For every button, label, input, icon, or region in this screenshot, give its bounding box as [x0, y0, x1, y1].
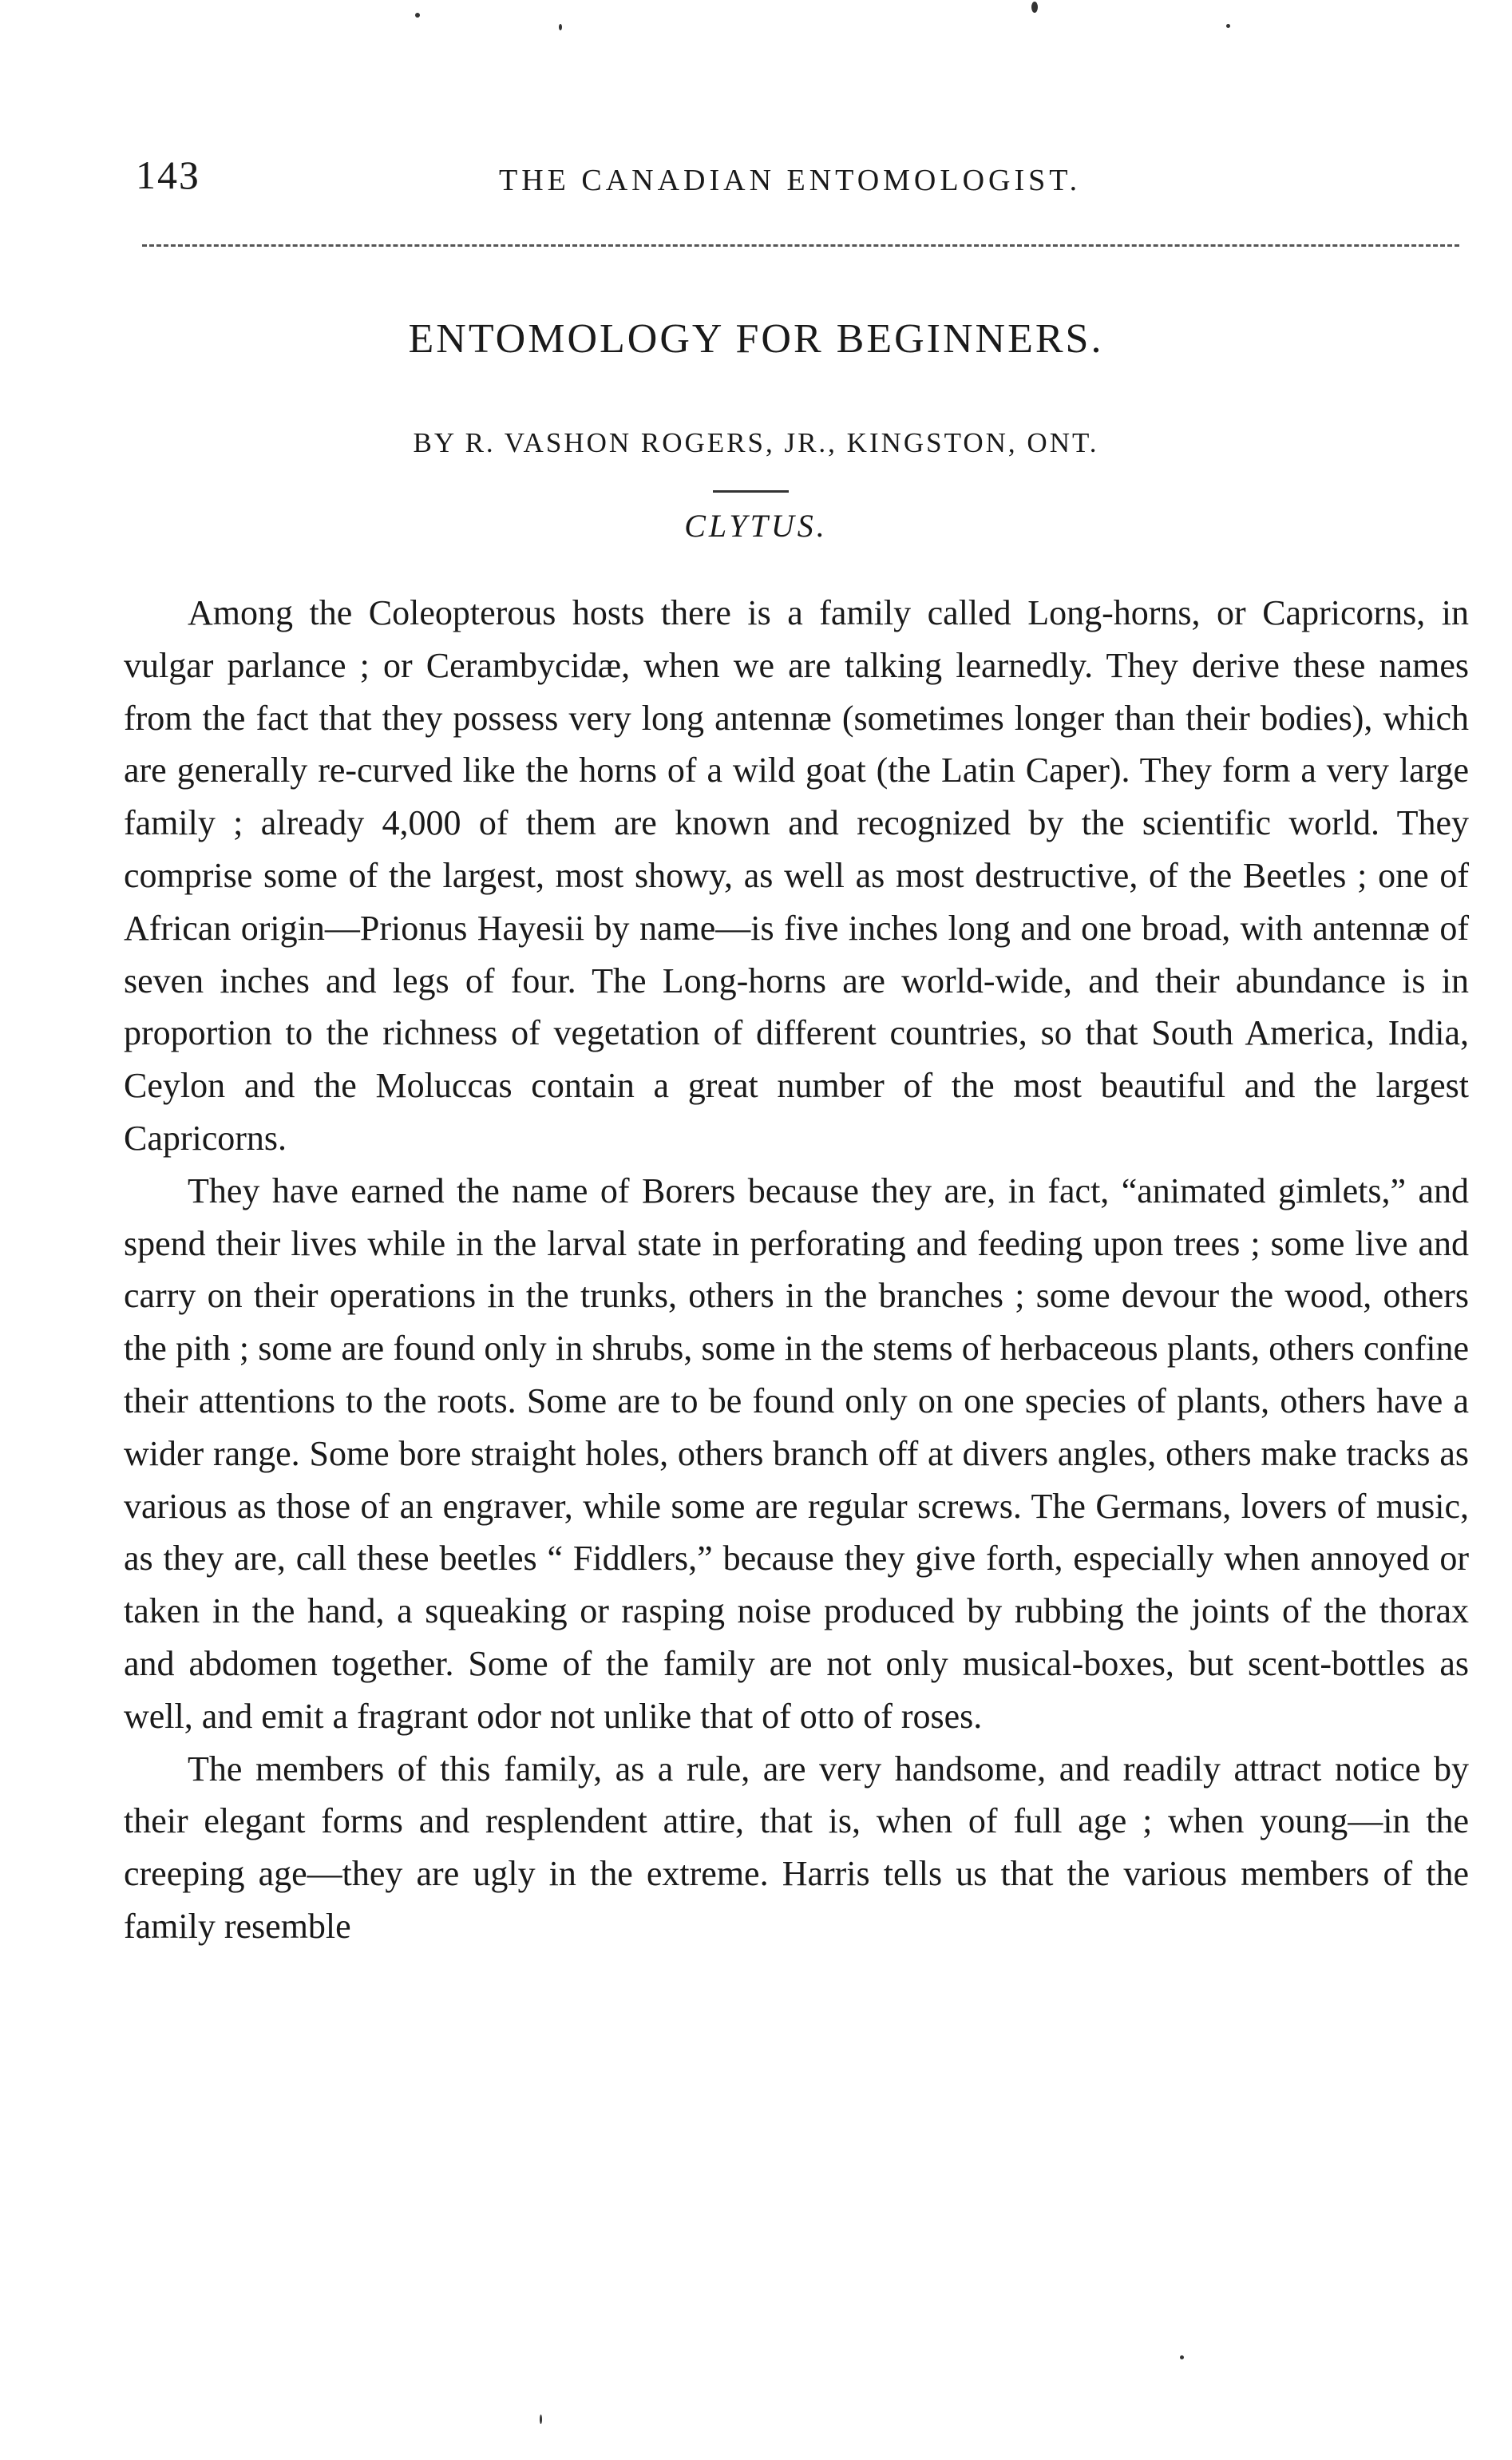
print-speck [1180, 2355, 1184, 2359]
paragraph: They have earned the name of Borers because they are, in fact, “animated gimlets,” and spend their lives while in the larval state in perforating and feeding upon trees ; some live and carry on their operations in the trunks, others in the branches ; some devour the wood, others the pith ; some are found only in shrubs, some in the stems of herbaceous plants, others confine their attentions to the roots. Some are to be found only on one species of plants, others have a wider range. Some bore straight holes, others branch off at divers angles, others make tracks as various as those of an engraver, while some are regular screws. The Germans, lovers of music, as they are, call these beetles “ Fiddlers,” because they give forth, especially when annoyed or taken in the hand, a squeaking or rasping noise produced by rubbing the joints of the thorax and abdomen together. Some of the family are not only musical-boxes, but scent-bottles as well, and emit a fragrant odor not unlike that of otto of roses. [124, 1171, 1469, 1736]
paragraph: Among the Coleopterous hosts there is a family called Long-horns, or Capricorns, in vulgar parlance ; or Cerambycidæ, when we are talking learnedly. They derive these names from the fact that they possess very long antennæ (sometimes longer than their bodies), which are generally re-curved like the horns of a wild goat (the Latin Caper). They form a very large family ; already 4,000 of them are known and recognized by the scientific world. They comprise some of the largest, most showy, as well as most destructive, of the Beetles ; one of African origin—Prionus Hayesii by name—is five inches long and one broad, with antennæ of seven inches and legs of four. The Long-horns are world-wide, and their abundance is in proportion to the richness of vegetation of different countries, so that South America, India, Ceylon and the Moluccas contain a great number of the most beautiful and the largest Capricorns. [124, 593, 1469, 1158]
print-speck [1226, 24, 1230, 28]
article-byline: BY R. VASHON ROGERS, JR., KINGSTON, ONT. [413, 427, 1099, 458]
article-title: ENTOMOLOGY FOR BEGINNERS. [408, 316, 1104, 362]
section-heading: CLYTUS. [684, 508, 828, 544]
print-speck [540, 2414, 542, 2424]
header-rule [142, 244, 1459, 247]
running-head: THE CANADIAN ENTOMOLOGIST. [499, 164, 1082, 197]
page-number: 14З [136, 153, 201, 197]
section-rule [713, 490, 789, 493]
print-speck [415, 13, 420, 18]
print-speck [559, 24, 562, 30]
page-header [136, 152, 1453, 216]
print-speck [1031, 2, 1038, 13]
paragraph: The members of this family, as a rule, are very handsome, and readily attract notice by their elegant forms and resplendent attire, that is, when of full age ; when young—in the creeping age—they are ugly in the extreme. Harris tells us that the various members of the family resemble [124, 1749, 1469, 1946]
article-body [124, 587, 1469, 1953]
